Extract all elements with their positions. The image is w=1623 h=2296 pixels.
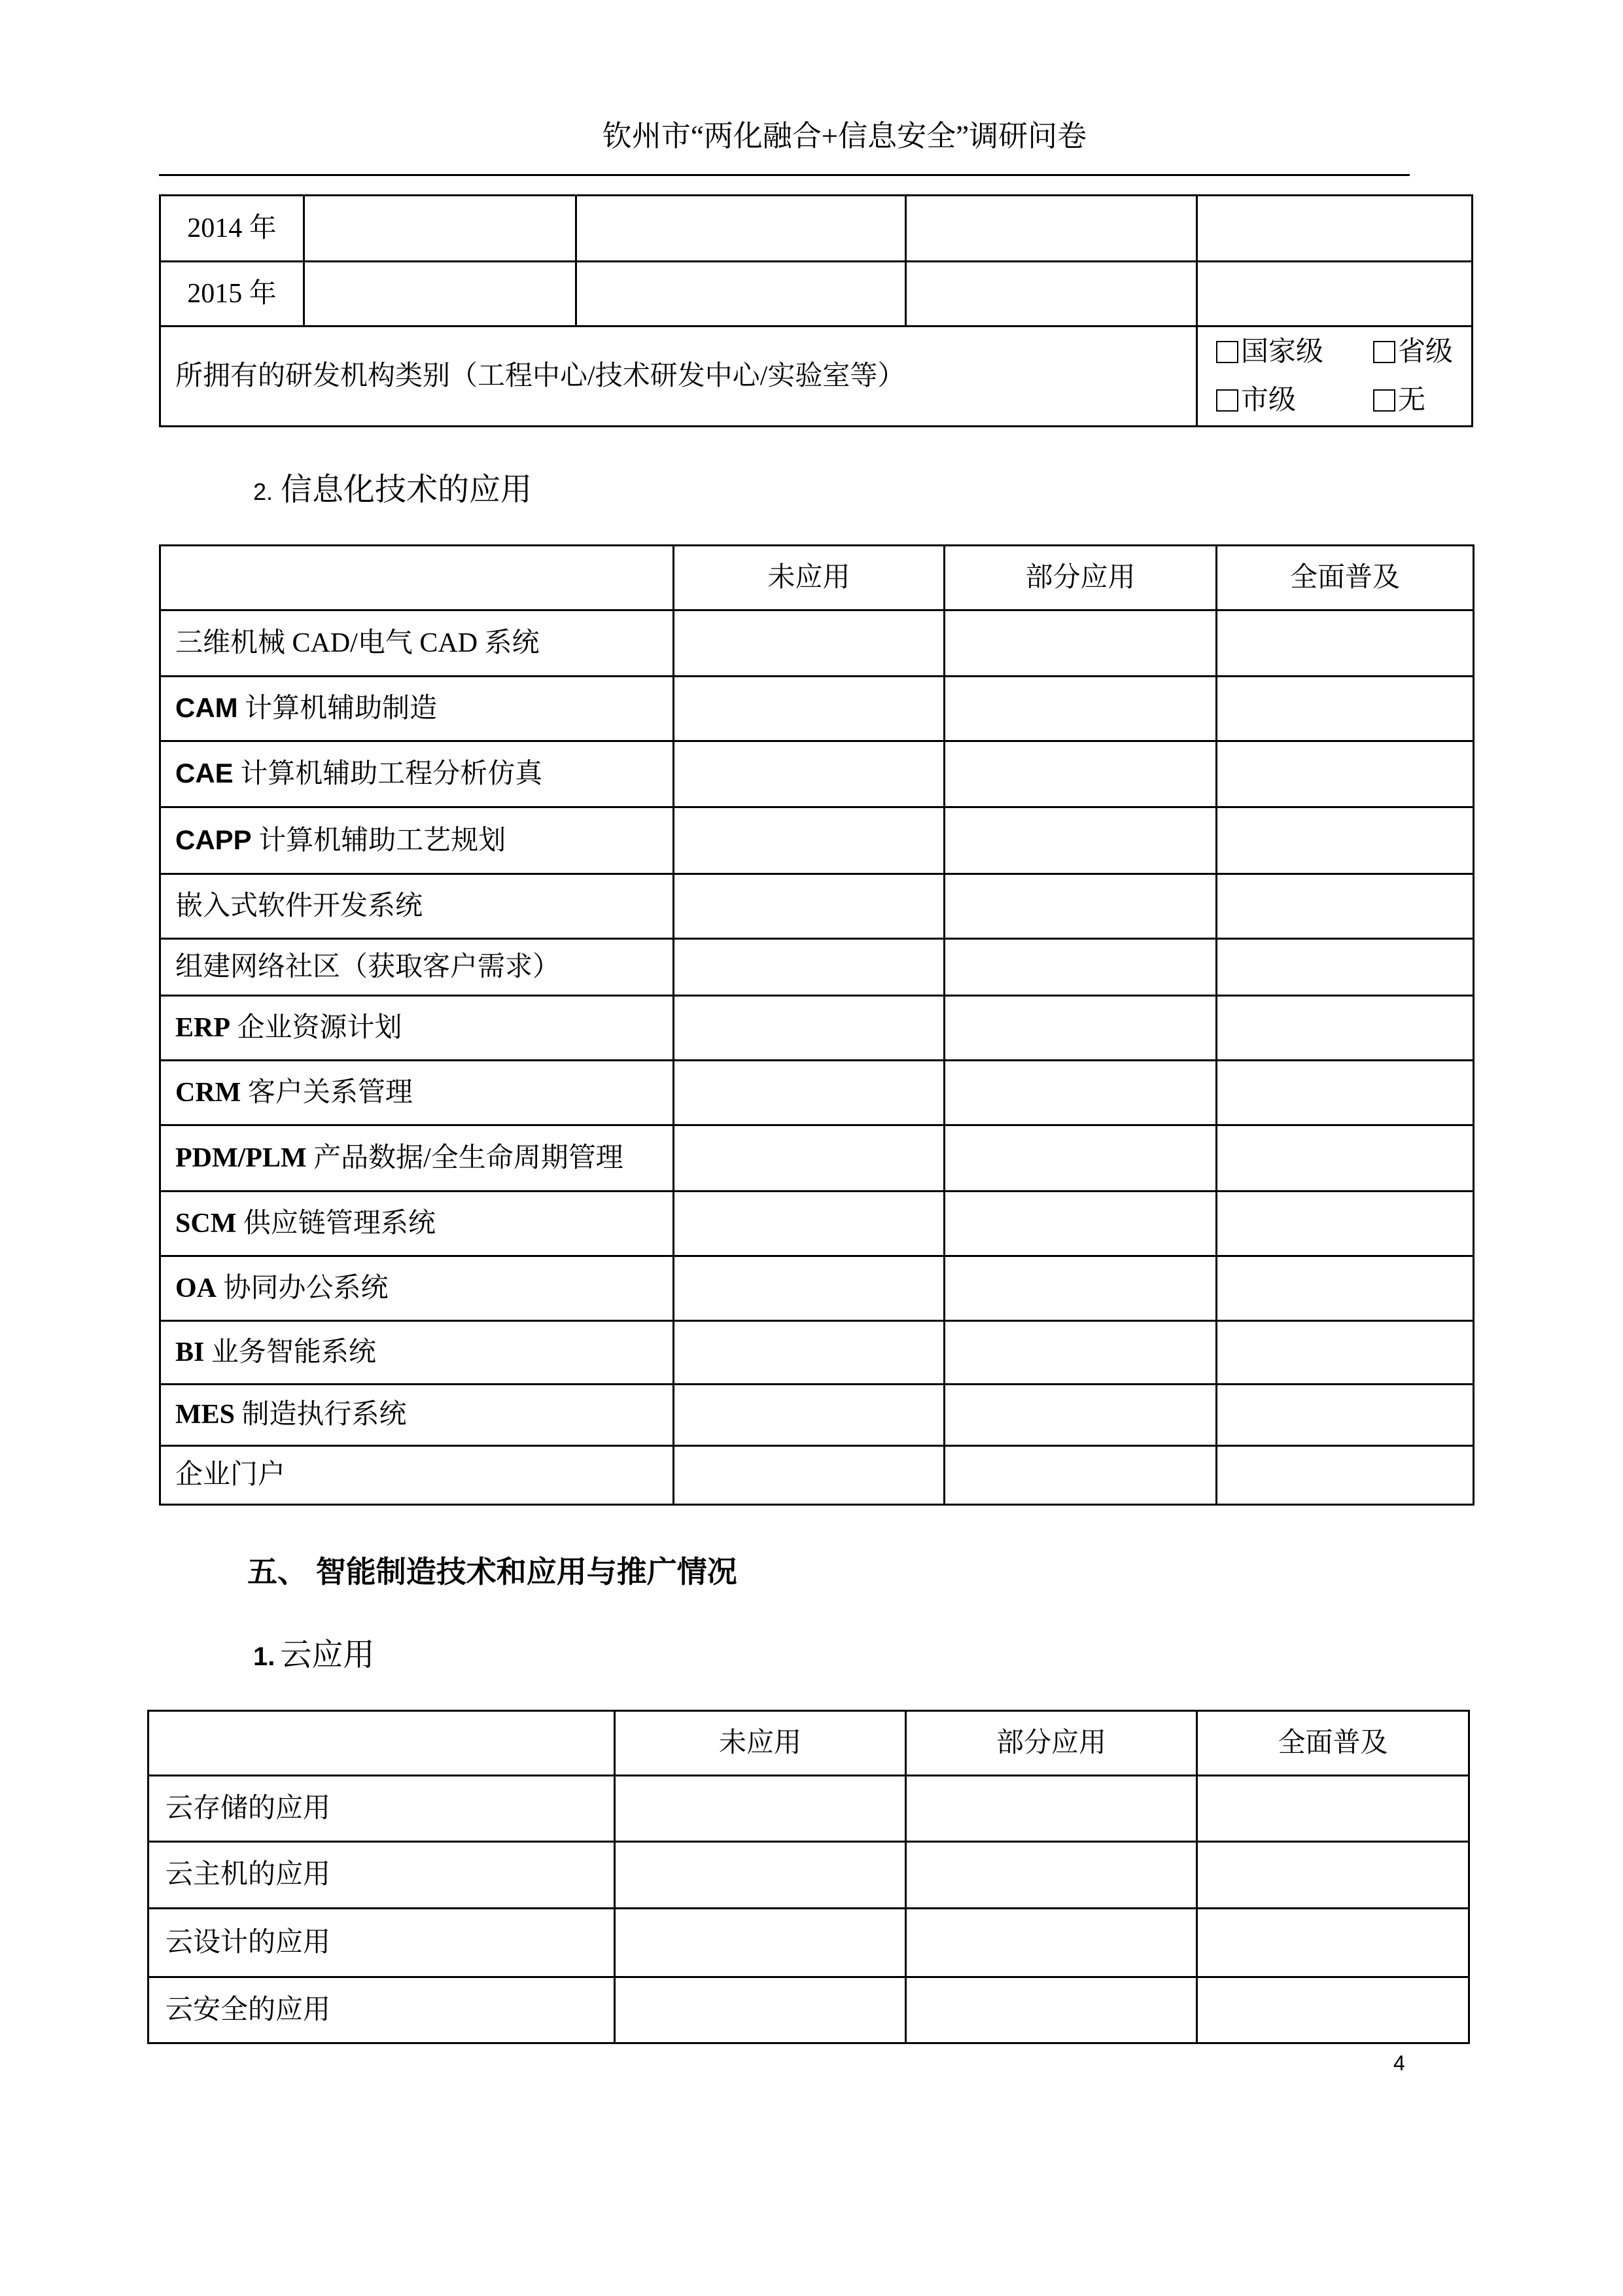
cloud-row: [148, 1909, 1469, 1977]
answer-cell-fully-adopted: [1217, 1125, 1474, 1192]
answer-cell-fully-adopted: [1217, 874, 1474, 939]
option-municipal: [1216, 381, 1373, 420]
header-divider: [159, 174, 1410, 176]
system-name: 供应链管理系统: [243, 1208, 436, 1239]
column-header-partially-applied: 部分应用: [906, 1711, 1197, 1776]
answer-cell-not-applied: [674, 996, 945, 1061]
info-tech-table: [159, 544, 1475, 1506]
info-tech-row: [160, 1192, 1474, 1256]
answer-cell-not-applied: [674, 807, 945, 874]
system-label-cell: [160, 741, 674, 807]
answer-cell-not-applied: [674, 677, 945, 741]
answer-cell-fully-adopted: [1197, 1909, 1469, 1977]
cloud-item-label: 云主机的应用: [148, 1842, 615, 1909]
answer-cell-fully-adopted: [1217, 939, 1474, 996]
answer-cell-fully-adopted: [1217, 1321, 1474, 1385]
option-none: [1373, 381, 1471, 420]
info-tech-heading: [253, 468, 532, 512]
answer-cell-fully-adopted: [1197, 1776, 1469, 1842]
system-name: 计算机辅助制造: [245, 694, 438, 724]
info-tech-header-row: [160, 546, 1474, 610]
answer-cell-partially-applied: [945, 1256, 1217, 1321]
cloud-heading: [253, 1634, 374, 1677]
answer-cell-partially-applied: [906, 1977, 1197, 2043]
system-label-cell: [160, 1256, 674, 1321]
section-number: 1.: [253, 1642, 275, 1671]
answer-cell-fully-adopted: [1217, 741, 1474, 807]
cloud-header-row: [148, 1711, 1469, 1776]
checkbox-icon: [1216, 341, 1238, 363]
header-empty-cell: [160, 546, 674, 610]
system-name: 客户关系管理: [247, 1077, 413, 1108]
answer-cell-not-applied: [674, 874, 945, 939]
section-number: 2.: [253, 478, 273, 505]
system-abbreviation: CAE: [175, 758, 234, 789]
answer-cell-fully-adopted: [1217, 807, 1474, 874]
system-abbreviation: BI: [175, 1337, 205, 1368]
answer-cell-not-applied: [674, 1446, 945, 1505]
option-label: 省级: [1398, 337, 1454, 367]
system-name: 计算机辅助工艺规划: [258, 825, 506, 856]
answer-cell-not-applied: [674, 1256, 945, 1321]
section5-title: 五、 智能制造技术和应用与推广情况: [247, 1555, 737, 1589]
cloud-item-label: 云安全的应用: [148, 1977, 615, 2043]
info-tech-row: [160, 939, 1474, 996]
answer-cell-partially-applied: [945, 874, 1217, 939]
cloud-row: [148, 1977, 1469, 2043]
answer-cell-not-applied: [674, 1125, 945, 1192]
answer-cell-not-applied: [674, 1192, 945, 1256]
answer-cell-not-applied: [674, 1385, 945, 1446]
answer-cell-fully-adopted: [1197, 1977, 1469, 2043]
cloud-item-label: 云设计的应用: [148, 1909, 615, 1977]
system-name: 产品数据/全生命周期管理: [313, 1142, 623, 1173]
info-tech-row: [160, 610, 1474, 677]
answer-cell-fully-adopted: [1217, 610, 1474, 677]
system-label-cell: [160, 874, 674, 939]
answer-cell-partially-applied: [945, 1061, 1217, 1125]
system-label-cell: [160, 1125, 674, 1192]
info-tech-row: [160, 874, 1474, 939]
column-header-fully-adopted: 全面普及: [1217, 546, 1474, 610]
system-abbreviation: CAM: [175, 692, 238, 724]
cloud-row: [148, 1776, 1469, 1842]
answer-cell-not-applied: [615, 1909, 906, 1977]
year-cell: 2014 年: [160, 196, 304, 262]
answer-cell-partially-applied: [945, 939, 1217, 996]
answer-cell-partially-applied: [906, 1776, 1197, 1842]
option-label: 无: [1398, 385, 1426, 415]
institution-note: （工程中心/技术研发中心/实验室等）: [450, 361, 905, 392]
answer-cell-fully-adopted: [1217, 1061, 1474, 1125]
value-cell: [906, 262, 1197, 327]
value-cell: [576, 262, 906, 327]
system-label-cell: [160, 1321, 674, 1385]
option-provincial: [1373, 332, 1471, 372]
info-tech-row: [160, 996, 1474, 1061]
cloud-table: [147, 1710, 1470, 2044]
info-tech-row: [160, 1061, 1474, 1125]
answer-cell-not-applied: [615, 1776, 906, 1842]
info-tech-row: [160, 1321, 1474, 1385]
answer-cell-partially-applied: [945, 677, 1217, 741]
section-title: 信息化技术的应用: [281, 472, 532, 507]
answer-cell-not-applied: [674, 1321, 945, 1385]
year-cell: 2015 年: [160, 262, 304, 327]
answer-cell-not-applied: [615, 1842, 906, 1909]
column-header-partially-applied: 部分应用: [945, 546, 1217, 610]
option-label: 国家级: [1241, 337, 1324, 367]
value-cell: [576, 196, 906, 262]
system-name: 协同办公系统: [223, 1273, 389, 1303]
system-abbreviation: CAPP: [175, 824, 252, 855]
checkbox-icon: [1216, 389, 1238, 412]
system-label-cell: [160, 996, 674, 1061]
system-abbreviation: OA: [175, 1273, 217, 1303]
system-label-cell: [160, 939, 674, 996]
system-name: 三维机械 CAD/电气 CAD 系统: [175, 627, 540, 658]
answer-cell-not-applied: [674, 1061, 945, 1125]
section-title: 云应用: [280, 1638, 375, 1672]
system-abbreviation: ERP: [175, 1012, 230, 1043]
year-row-2014: [160, 196, 1473, 262]
year-row-2015: [160, 262, 1473, 327]
system-name: 企业资源计划: [237, 1012, 402, 1043]
answer-cell-fully-adopted: [1217, 996, 1474, 1061]
answer-cell-partially-applied: [906, 1842, 1197, 1909]
info-tech-row: [160, 1256, 1474, 1321]
system-name: 计算机辅助工程分析仿真: [240, 759, 543, 790]
info-tech-row: [160, 1446, 1474, 1505]
answer-cell-partially-applied: [945, 1385, 1217, 1446]
answer-cell-fully-adopted: [1217, 1256, 1474, 1321]
value-cell: [1197, 262, 1473, 327]
option-national: [1216, 332, 1373, 372]
answer-cell-partially-applied: [906, 1909, 1197, 1977]
system-name: 组建网络社区（获取客户需求）: [175, 951, 561, 982]
checkbox-icon: [1373, 341, 1395, 363]
system-label-cell: [160, 1192, 674, 1256]
institution-row: [160, 327, 1473, 427]
answer-cell-partially-applied: [945, 1321, 1217, 1385]
answer-cell-fully-adopted: [1217, 1385, 1474, 1446]
system-label-cell: [160, 1385, 674, 1446]
info-tech-row: [160, 1125, 1474, 1192]
info-tech-row: [160, 677, 1474, 741]
answer-cell-partially-applied: [945, 1125, 1217, 1192]
column-header-not-applied: 未应用: [674, 546, 945, 610]
answer-cell-fully-adopted: [1217, 677, 1474, 741]
system-abbreviation: SCM: [175, 1208, 237, 1239]
system-abbreviation: MES: [175, 1400, 236, 1430]
answer-cell-partially-applied: [945, 996, 1217, 1061]
answer-cell-partially-applied: [945, 1446, 1217, 1505]
system-name: 嵌入式软件开发系统: [175, 891, 423, 921]
answer-cell-fully-adopted: [1217, 1446, 1474, 1505]
answer-cell-not-applied: [674, 939, 945, 996]
system-label-cell: [160, 677, 674, 741]
info-tech-row: [160, 807, 1474, 874]
value-cell: [304, 196, 576, 262]
column-header-not-applied: 未应用: [615, 1711, 906, 1776]
header-empty-cell: [148, 1711, 615, 1776]
system-label-cell: [160, 1446, 674, 1505]
institution-label: 所拥有的研发机构类别: [175, 360, 451, 391]
value-cell: [304, 262, 576, 327]
info-tech-row: [160, 741, 1474, 807]
system-abbreviation: CRM: [175, 1077, 241, 1108]
system-label-cell: [160, 610, 674, 677]
answer-cell-not-applied: [674, 741, 945, 807]
institution-options: [1198, 332, 1471, 420]
option-label: 市级: [1241, 385, 1297, 415]
info-tech-row: [160, 1385, 1474, 1446]
system-name: 制造执行系统: [241, 1400, 407, 1430]
checkbox-icon: [1373, 389, 1395, 412]
answer-cell-partially-applied: [945, 741, 1217, 807]
page-header-title: 钦州市“两化融合+信息安全”调研问卷: [602, 120, 1087, 152]
answer-cell-not-applied: [615, 1977, 906, 2043]
system-label-cell: [160, 807, 674, 874]
system-name: 业务智能系统: [211, 1337, 376, 1368]
cloud-item-label: 云存储的应用: [148, 1776, 615, 1842]
answer-cell-fully-adopted: [1197, 1842, 1469, 1909]
value-cell: [1197, 196, 1473, 262]
system-abbreviation: PDM/PLM: [175, 1142, 307, 1173]
rd-table: [159, 194, 1473, 427]
cloud-row: [148, 1842, 1469, 1909]
institution-label-cell: [160, 327, 1197, 427]
value-cell: [906, 196, 1197, 262]
answer-cell-not-applied: [674, 610, 945, 677]
answer-cell-partially-applied: [945, 1192, 1217, 1256]
answer-cell-partially-applied: [945, 807, 1217, 874]
page-number: 4: [1393, 2051, 1405, 2075]
column-header-fully-adopted: 全面普及: [1197, 1711, 1469, 1776]
institution-options-cell: [1197, 327, 1473, 427]
answer-cell-fully-adopted: [1217, 1192, 1474, 1256]
answer-cell-partially-applied: [945, 610, 1217, 677]
system-name: 企业门户: [175, 1460, 286, 1491]
system-label-cell: [160, 1061, 674, 1125]
